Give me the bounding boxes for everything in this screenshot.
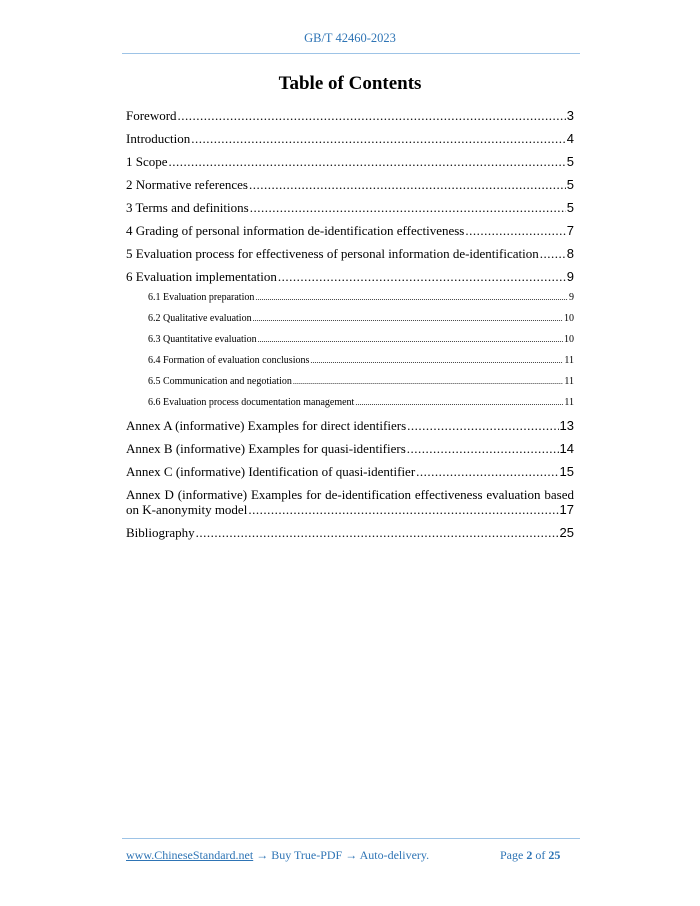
toc-label: 2 Normative references (126, 177, 248, 192)
header-divider (122, 53, 580, 54)
toc-subentry-6-3[interactable] (148, 334, 574, 346)
toc-page-number: 5 (566, 200, 574, 215)
toc-label: 3 Terms and definitions (126, 200, 249, 215)
toc-entry-introduction[interactable] (126, 131, 574, 146)
toc-label-line-1: Annex D (informative) Examples for de-identification effectiveness evaluation based (126, 487, 574, 502)
website-link[interactable]: www.ChineseStandard.net (126, 848, 254, 862)
toc-entry-scope[interactable] (126, 154, 574, 169)
dot-leader (250, 200, 566, 215)
delivery-text: Auto-delivery. (359, 848, 430, 862)
dot-leader (416, 464, 558, 479)
toc-entry-foreword[interactable] (126, 108, 574, 123)
toc-page-number: 8 (566, 246, 574, 261)
dot-leader (253, 313, 563, 325)
page-indicator (500, 848, 560, 863)
toc-label: 6.6 Evaluation process documentation management (148, 397, 355, 408)
toc-label: 6.4 Formation of evaluation conclusions (148, 355, 310, 366)
header-standard-code: GB/T 42460-2023 (304, 31, 396, 45)
toc-subentry-6-2[interactable] (148, 313, 574, 325)
toc-entry-evaluation-process[interactable] (126, 246, 574, 261)
toc-page-number: 5 (566, 177, 574, 192)
arrow-right-icon: → (256, 848, 269, 862)
toc-label: Annex A (informative) Examples for direct identifiers (126, 418, 407, 433)
toc-label: Annex C (informative) Identification of quasi-identifier (126, 464, 416, 479)
toc-page-number: 17 (559, 502, 574, 517)
dot-leader (196, 525, 559, 540)
toc-label-line-2: on K-anonymity model (126, 502, 248, 517)
dot-leader (407, 418, 558, 433)
dot-leader (310, 355, 563, 367)
page-title: Table of Contents (278, 73, 422, 94)
toc-subentry-6-4[interactable] (148, 355, 574, 367)
dot-leader (169, 154, 566, 169)
toc-label: 6.3 Quantitative evaluation (148, 334, 257, 345)
dot-leader (407, 441, 559, 456)
toc-label: Bibliography (126, 525, 195, 540)
dot-leader (293, 376, 563, 388)
dot-leader (255, 292, 568, 304)
toc-page-number: 10 (564, 313, 574, 324)
buy-pdf-link[interactable]: Buy True-PDF (271, 848, 343, 862)
footer-promo (126, 848, 429, 863)
toc-entry-normative-references[interactable] (126, 177, 574, 192)
toc-subentry-6-1[interactable] (148, 292, 574, 304)
toc-label: 6.2 Qualitative evaluation (148, 313, 252, 324)
toc-page-number: 11 (564, 397, 574, 408)
dot-leader (465, 223, 565, 238)
toc-page-number: 11 (564, 355, 574, 366)
toc-entry-annex-c[interactable] (126, 464, 574, 479)
of-word: of (535, 848, 546, 862)
toc-subentry-6-6[interactable] (148, 397, 574, 409)
dot-leader (178, 108, 566, 123)
toc-page-number: 9 (569, 292, 574, 303)
toc-entry-annex-b[interactable] (126, 441, 574, 456)
table-of-contents (126, 108, 574, 548)
toc-entry-terms-definitions[interactable] (126, 200, 574, 215)
toc-entry-annex-a[interactable] (126, 418, 574, 433)
footer-divider (122, 838, 580, 839)
toc-page-number: 25 (559, 525, 574, 540)
toc-page-number: 14 (559, 441, 574, 456)
toc-label: 6 Evaluation implementation (126, 269, 277, 284)
toc-page-number: 9 (566, 269, 574, 284)
dot-leader (355, 397, 563, 409)
toc-page-number: 13 (559, 418, 574, 433)
dot-leader (249, 177, 566, 192)
toc-label: Introduction (126, 131, 191, 146)
toc-entry-annex-d[interactable] (126, 487, 574, 517)
toc-label: 6.1 Evaluation preparation (148, 292, 255, 303)
dot-leader (191, 131, 566, 146)
current-page-number: 2 (526, 848, 533, 862)
toc-entry-grading[interactable] (126, 223, 574, 238)
toc-page-number: 10 (564, 334, 574, 345)
toc-entry-bibliography[interactable] (126, 525, 574, 540)
toc-label: 4 Grading of personal information de-identification effectiveness (126, 223, 465, 238)
dot-leader (248, 502, 558, 517)
toc-label: Annex B (informative) Examples for quasi-identifiers (126, 441, 406, 456)
toc-subentry-6-5[interactable] (148, 376, 574, 388)
toc-label: 6.5 Communication and negotiation (148, 376, 292, 387)
page-word: Page (500, 848, 524, 862)
dot-leader (540, 246, 566, 261)
dot-leader (278, 269, 566, 284)
toc-page-number: 7 (566, 223, 574, 238)
toc-page-number: 15 (559, 464, 574, 479)
arrow-right-icon: → (345, 848, 358, 862)
toc-page-number: 11 (564, 376, 574, 387)
toc-label: 1 Scope (126, 154, 168, 169)
toc-label: Foreword (126, 108, 177, 123)
toc-entry-evaluation-implementation[interactable] (126, 269, 574, 284)
toc-label: 5 Evaluation process for effectiveness of personal information de-identification (126, 246, 539, 261)
toc-page-number: 3 (566, 108, 574, 123)
dot-leader (258, 334, 563, 346)
toc-page-number: 4 (566, 131, 574, 146)
total-pages-number: 25 (548, 848, 561, 862)
toc-page-number: 5 (566, 154, 574, 169)
